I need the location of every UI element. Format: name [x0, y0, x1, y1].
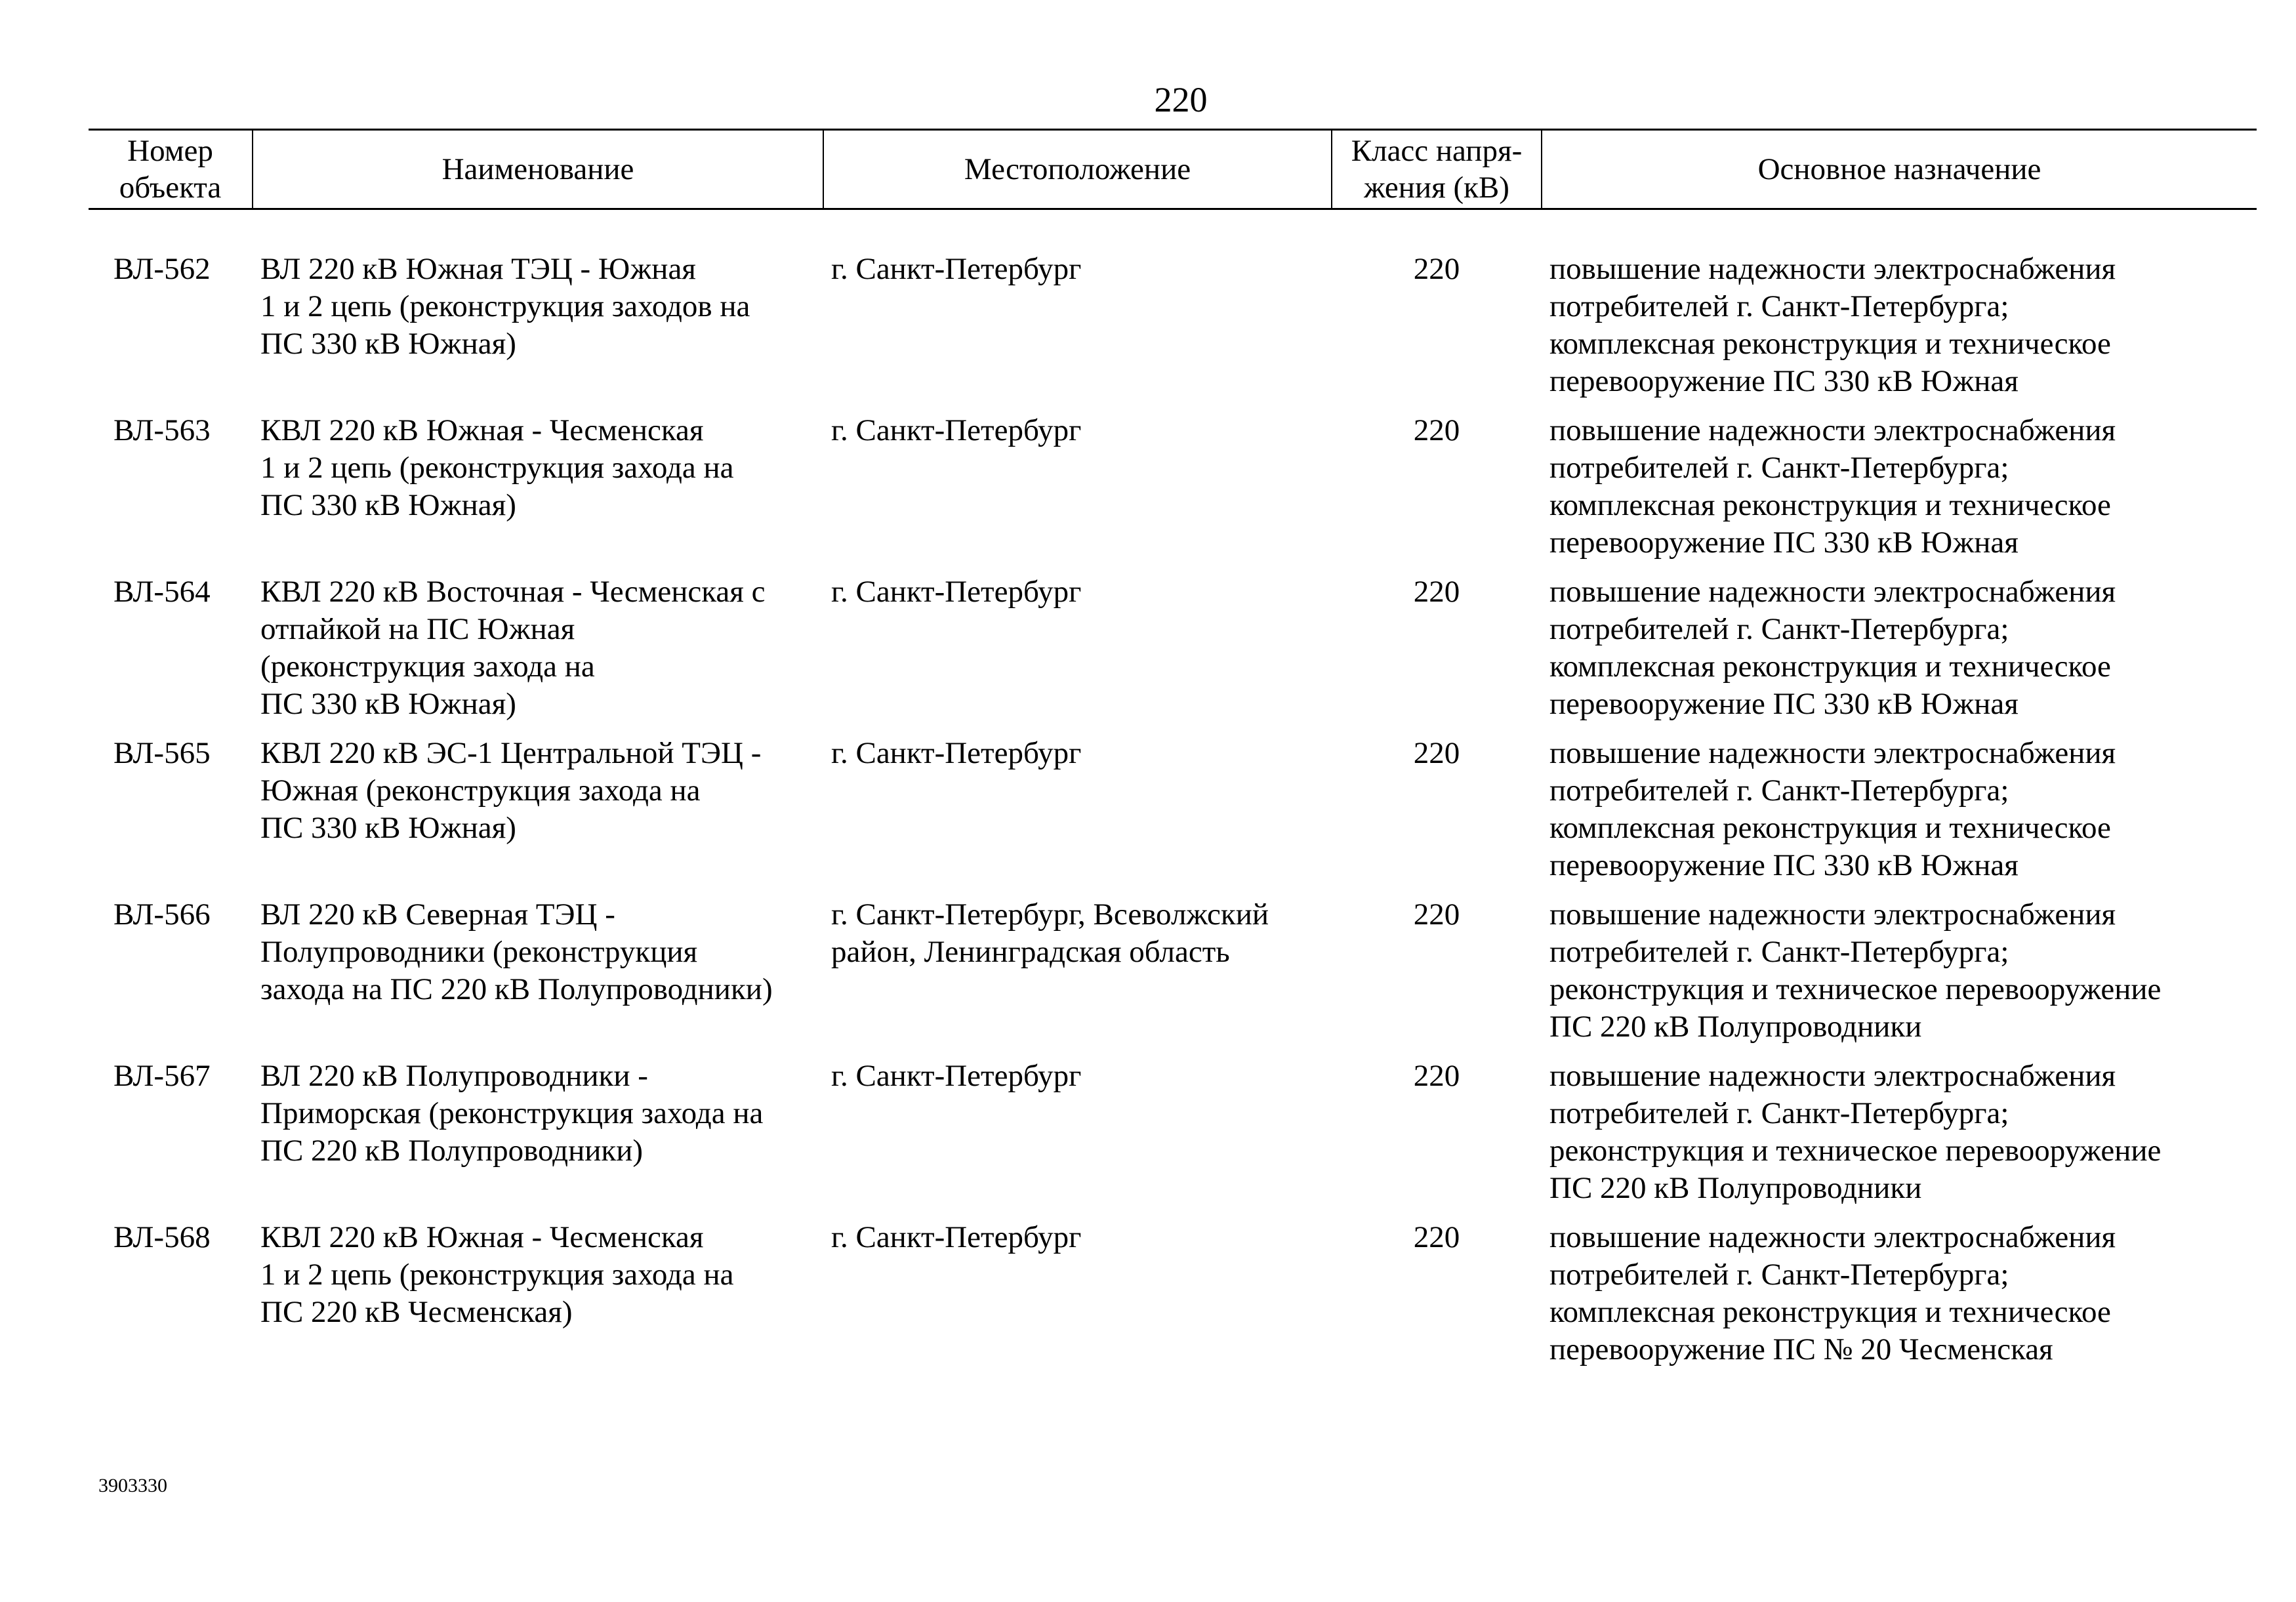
cell-voltage: 220 [1413, 736, 1460, 770]
cell-location: г. Санкт-Петербург [831, 252, 1082, 286]
table-body [89, 209, 2257, 1381]
table-row [89, 1219, 2257, 1380]
objects-table [89, 129, 2257, 1380]
cell-location: г. Санкт-Петербург, Всеволжский район, Ленинградская область [831, 897, 1269, 969]
cell-voltage: 220 [1413, 1220, 1460, 1254]
cell-voltage: 220 [1413, 252, 1460, 286]
header-purpose [1542, 130, 2257, 209]
cell-name: КВЛ 220 кВ Южная - Чесменская 1 и 2 цепь (реконструкция захода на ПС 220 кВ Чесменская) [260, 1220, 734, 1329]
header-location-text: Местоположение [964, 152, 1191, 186]
cell-purpose: повышение надежности электроснабжения потребителей г. Санкт-Петербурга; реконструкция и техническое перевооружение ПС 220 кВ Полупроводники [1549, 897, 2162, 1044]
cell-location: г. Санкт-Петербург [831, 413, 1082, 447]
table-row [89, 412, 2257, 573]
cell-number: ВЛ-568 [113, 1220, 211, 1254]
cell-location: г. Санкт-Петербург [831, 1220, 1082, 1254]
cell-name: КВЛ 220 кВ Южная - Чесменская 1 и 2 цепь (реконструкция захода на ПС 330 кВ Южная) [260, 413, 734, 522]
header-name-text: Наименование [441, 152, 634, 186]
cell-number: ВЛ-565 [113, 736, 211, 770]
table-row [89, 1058, 2257, 1219]
cell-number: ВЛ-562 [113, 252, 211, 286]
table-row [89, 573, 2257, 735]
cell-name: КВЛ 220 кВ ЭС-1 Центральной ТЭЦ - Южная (реконструкция захода на ПС 330 кВ Южная) [260, 736, 762, 845]
header-voltage [1332, 130, 1542, 209]
cell-voltage: 220 [1413, 1059, 1460, 1093]
header-number-text: Номер объекта [119, 134, 222, 205]
header-row [89, 130, 2257, 209]
cell-name: ВЛ 220 кВ Полупроводники - Приморская (реконструкция захода на ПС 220 кВ Полупроводники) [260, 1059, 764, 1168]
cell-purpose: повышение надежности электроснабжения потребителей г. Санкт-Петербурга; комплексная реконструкция и техническое перевооружение ПС № 20 Чесменская [1549, 1220, 2116, 1366]
cell-voltage: 220 [1413, 897, 1460, 932]
table-row [89, 209, 2257, 413]
cell-location: г. Санкт-Петербург [831, 575, 1082, 609]
page-number: 220 [1154, 80, 1208, 119]
cell-purpose: повышение надежности электроснабжения потребителей г. Санкт-Петербурга; комплексная реконструкция и техническое перевооружение ПС 330 кВ Южная [1549, 413, 2116, 560]
header-name [253, 130, 823, 209]
document-code: 3903330 [98, 1475, 167, 1496]
cell-number: ВЛ-567 [113, 1059, 211, 1093]
cell-location: г. Санкт-Петербург [831, 1059, 1082, 1093]
cell-number: ВЛ-566 [113, 897, 211, 932]
header-number [89, 130, 253, 209]
objects-table-container [89, 129, 2257, 1380]
cell-purpose: повышение надежности электроснабжения потребителей г. Санкт-Петербурга; комплексная реконструкция и техническое перевооружение ПС 330 кВ Южная [1549, 252, 2116, 398]
cell-name: ВЛ 220 кВ Южная ТЭЦ - Южная 1 и 2 цепь (реконструкция заходов на ПС 330 кВ Южная) [260, 252, 750, 361]
table-row [89, 896, 2257, 1058]
cell-voltage: 220 [1413, 575, 1460, 609]
cell-purpose: повышение надежности электроснабжения потребителей г. Санкт-Петербурга; комплексная реконструкция и техническое перевооружение ПС 330 кВ Южная [1549, 575, 2116, 721]
header-location [823, 130, 1332, 209]
table-row [89, 735, 2257, 896]
cell-purpose: повышение надежности электроснабжения потребителей г. Санкт-Петербурга; реконструкция и техническое перевооружение ПС 220 кВ Полупроводники [1549, 1059, 2162, 1205]
cell-location: г. Санкт-Петербург [831, 736, 1082, 770]
header-voltage-text: Класс напря- жения (кВ) [1351, 134, 1523, 205]
cell-name: КВЛ 220 кВ Восточная - Чесменская с отпайкой на ПС Южная (реконструкция захода на ПС 330 кВ Южная) [260, 575, 766, 721]
cell-name: ВЛ 220 кВ Северная ТЭЦ - Полупроводники (реконструкция захода на ПС 220 кВ Полупроводники) [260, 897, 773, 1006]
table-header [89, 130, 2257, 209]
cell-purpose: повышение надежности электроснабжения потребителей г. Санкт-Петербурга; комплексная реконструкция и техническое перевооружение ПС 330 кВ Южная [1549, 736, 2116, 882]
cell-voltage: 220 [1413, 413, 1460, 447]
header-purpose-text: Основное назначение [1757, 152, 2041, 186]
cell-number: ВЛ-564 [113, 575, 211, 609]
cell-number: ВЛ-563 [113, 413, 211, 447]
